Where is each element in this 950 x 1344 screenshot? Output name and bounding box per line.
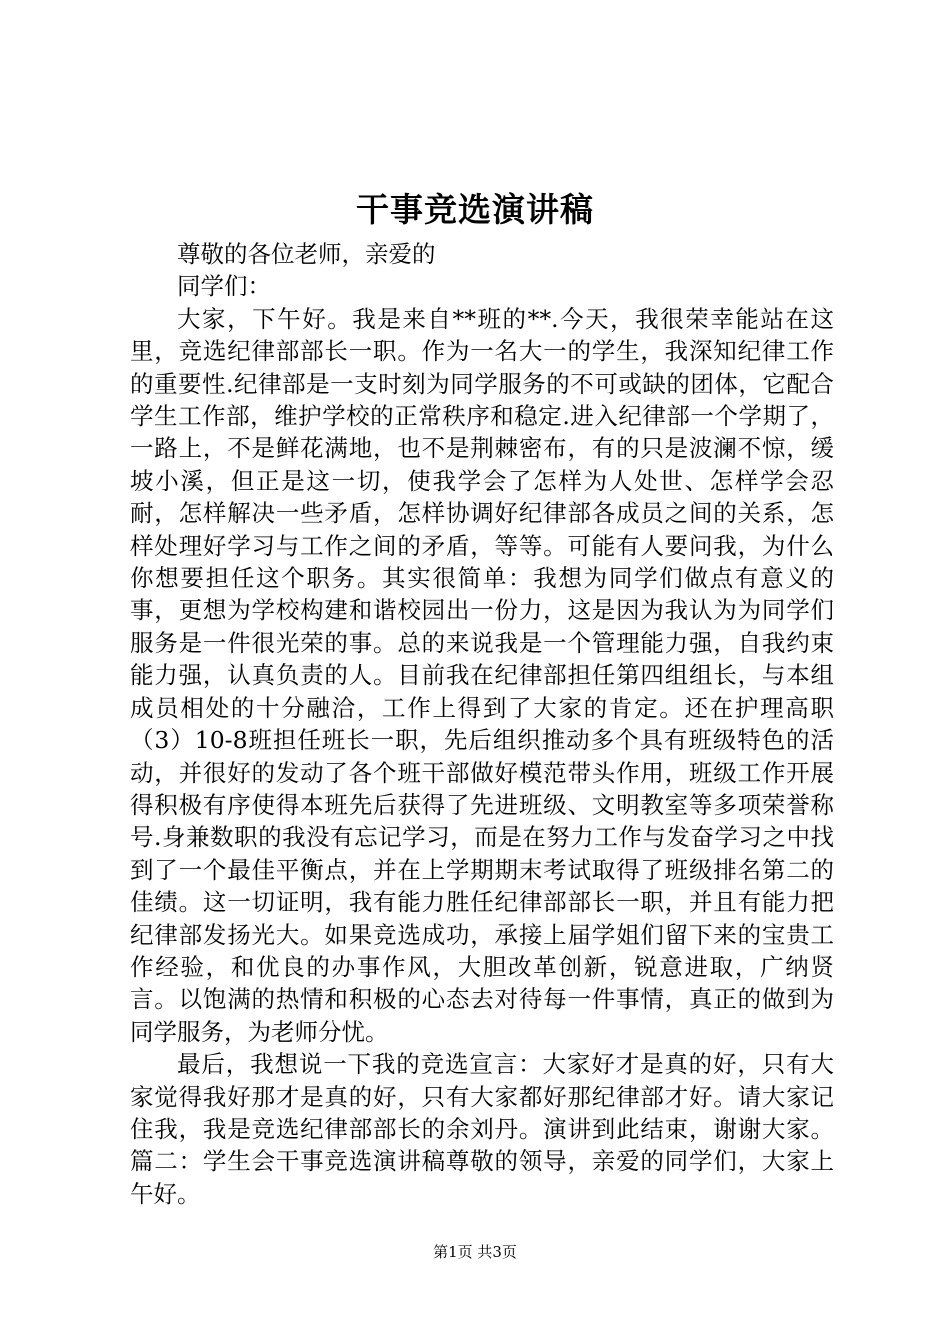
salutation-line-1: 尊敬的各位老师，亲爱的 (177, 240, 436, 268)
body-paragraph: 大家，下午好。我是来自**班的**.今天，我很荣幸能站在这里，竞选纪律部部长一职。作为一名大一的学生，我深知纪律工作的重要性.纪律部是一支时刻为同学服务的不可或缺的团体，它配合学生工作部，维护学校的正常秩序和稳定.进入纪律部一个学期了，一路上，不是鲜花满地，也不是荆棘密布，有的只是波澜不惊，缓坡小溪，但正是这一切，使我学会了怎样为人处世、怎样学会忍耐，怎样解决一些矛盾，怎样协调好纪律部各成员之间的关系，怎样处理好学习与工作之间的矛盾，等等。可能有人要问我，为什么你想要担任这个职务。其实很简单：我想为同学们做点有意义的事，更想为学校构建和谐校园出一份力，这是因为我认为为同学们服务是一件很光荣的事。总的来说我是一个管理能力强，自我约束能力强，认真负责的人。目前我在纪律部担任第四组组长，与本组成员相处的十分融洽，工作上得到了大家的肯定。还在护理高职（3）10-8班担任班长一职，先后组织推动多个具有班级特色的活动，并很好的发动了各个班干部做好模范带头作用，班级工作开展得积极有序使得本班先后获得了先进班级、文明教室等多项荣誉称号.身兼数职的我没有忘记学习，而是在努力工作与发奋学习之中找到了一个最佳平衡点，并在上学期期末考试取得了班级排名第二的佳绩。这一切证明，我有能力胜任纪律部部长一职，并且有能力把纪律部发扬光大。如果竞选成功，承接上届学姐们留下来的宝贵工作经验，和优良的办事作风，大胆改革创新，锐意进取，广纳贤言。以饱满的热情和积极的心态去对待每一件事情，真正的做到为同学服务，为老师分忧。 (130, 304, 834, 1046)
page-footer: 第1页 共3页 (433, 1243, 517, 1261)
body-paragraph: 最后，我想说一下我的竞选宣言：大家好才是真的好，只有大家觉得我好那才是真的好，只有大家都好那纪律部才好。请大家记住我，我是竞选纪律部部长的余刘丹。演讲到此结束，谢谢大家。篇二：学生会干事竞选演讲稿尊敬的领导，亲爱的同学们，大家上午好。 (130, 1050, 834, 1208)
document-body (130, 238, 834, 1210)
salutation-line-2: 同学们： (177, 272, 271, 301)
document-title: 干事竞选演讲稿 (356, 190, 594, 229)
